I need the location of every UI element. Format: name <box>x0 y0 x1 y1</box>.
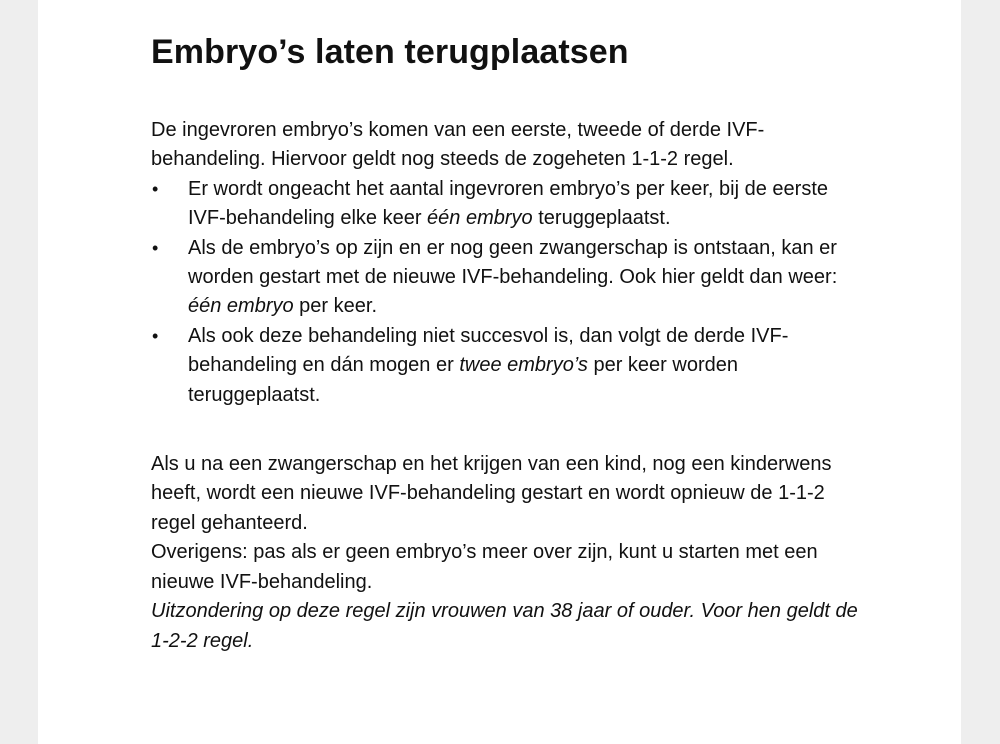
list-item <box>151 322 871 410</box>
list-item-text-end: per keer. <box>293 295 378 318</box>
list-item <box>151 234 871 322</box>
bullet-icon: • <box>152 325 159 346</box>
bullet-icon: • <box>152 178 159 199</box>
document-content <box>151 28 871 656</box>
list-item-text-end: per keer worden teruggeplaatst. <box>188 354 738 406</box>
list-item-text: Er wordt ongeacht het aantal ingevroren embryo’s per keer, bij de eerste IVF-behandeling elke keer <box>188 177 828 230</box>
intro-paragraph: De ingevroren embryo’s komen van een eerste, tweede of derde IVF-behandeling. Hiervoor geldt nog steeds de zogeheten 1-1-2 regel. <box>151 119 765 171</box>
bullet-list <box>151 175 871 410</box>
list-item <box>151 175 871 234</box>
note-paragraph: Overigens: pas als er geen embryo’s meer over zijn, kunt u starten met een nieuwe IVF-behandeling. <box>151 541 818 593</box>
second-paragraph: Als u na een zwangerschap en het krijgen van een kind, nog een kinderwens heeft, wordt een nieuwe IVF-behandeling gestart en wordt opnieuw de 1-1-2 regel gehanteerd. <box>151 453 832 534</box>
document-page <box>38 0 961 744</box>
list-item-emphasis: twee embryo’s <box>459 354 588 377</box>
exception-paragraph <box>151 597 871 656</box>
page-title: Embryo’s laten terugplaatsen <box>151 33 629 71</box>
bullet-icon: • <box>152 237 159 258</box>
exception-text: Uitzondering op deze regel zijn vrouwen van 38 jaar of ouder. Voor hen geldt de 1-2-2 regel. <box>151 600 858 652</box>
list-item-text: Als ook deze behandeling niet succesvol is, dan volgt de derde IVF-behandeling en dán mogen er <box>188 324 789 377</box>
list-item-emphasis: één embryo <box>427 207 533 230</box>
list-item-text: Als de embryo’s op zijn en er nog geen zwangerschap is ontstaan, kan er worden gestart met de nieuwe IVF-behandeling. Ook hier geldt dan weer: <box>188 236 838 289</box>
list-item-emphasis: één embryo <box>188 295 294 318</box>
list-item-text-end: teruggeplaatst. <box>532 207 671 230</box>
